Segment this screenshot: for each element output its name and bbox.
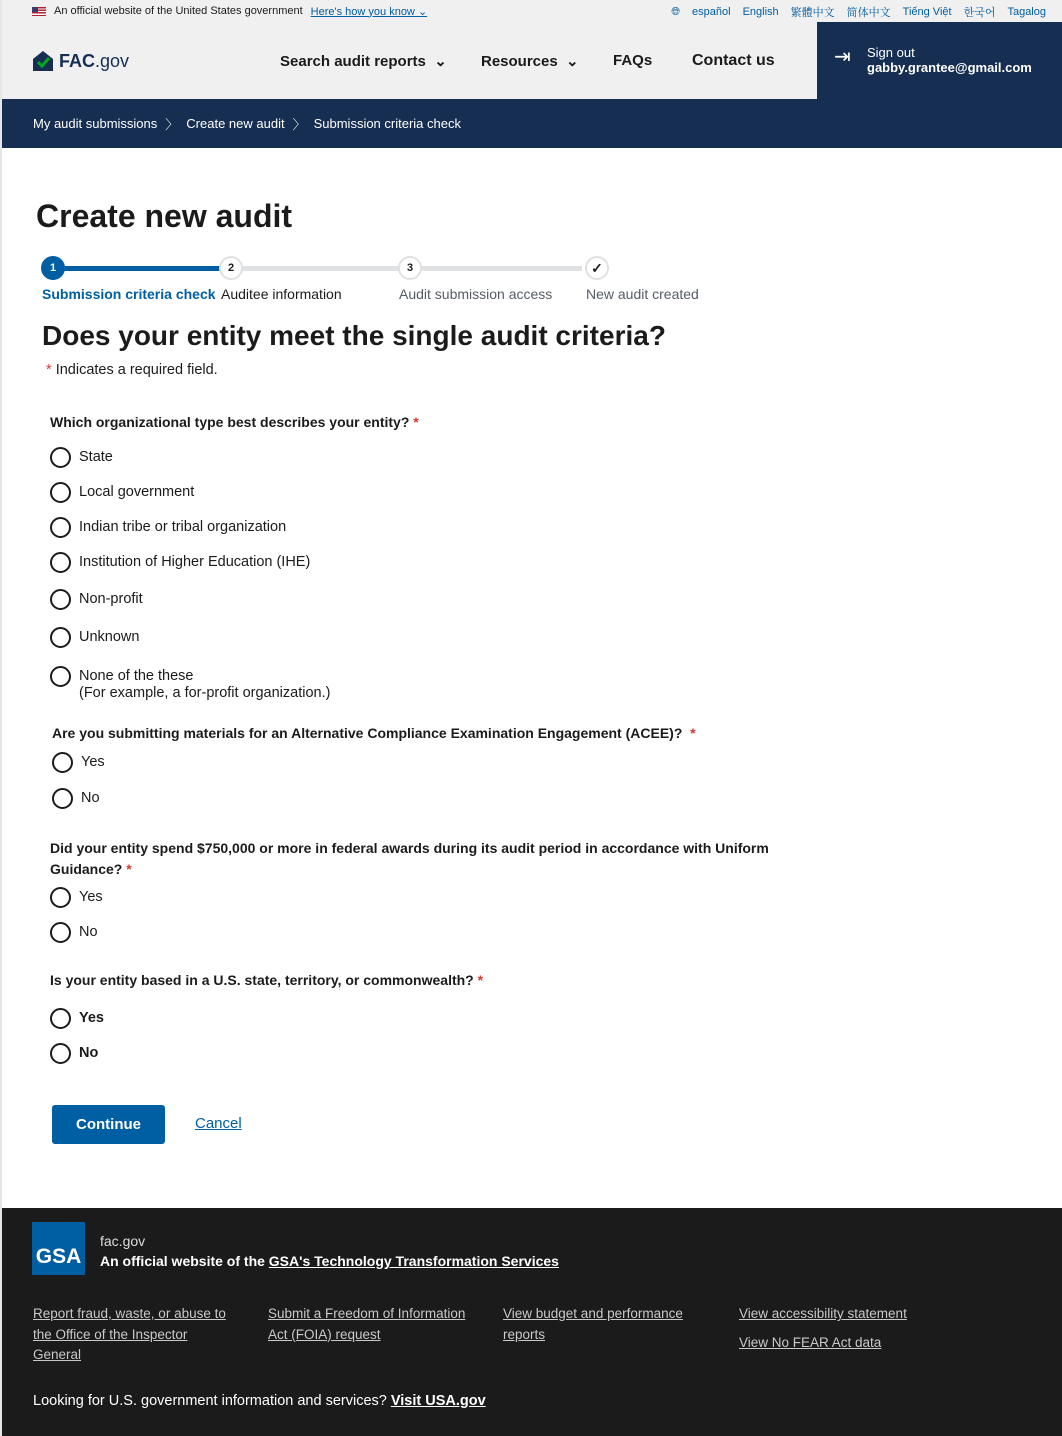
step-progress [242, 266, 402, 271]
usa-gov-link[interactable]: Visit USA.gov [390, 1393, 486, 1409]
lang-link[interactable]: español [692, 6, 731, 18]
footer-link-foia[interactable]: Submit a Freedom of Information Act (FOIA) request [268, 1306, 466, 1342]
question-us-based: Is your entity based in a U.S. state, territory, or commonwealth? * [50, 972, 484, 988]
footer-site: fac.gov [100, 1233, 146, 1249]
fac-logo[interactable]: FAC.gov [32, 50, 129, 72]
radio-local-government[interactable]: Local government [50, 484, 194, 503]
breadcrumb [2, 99, 1062, 148]
question-federal-awards: Did your entity spend $750,000 or more in federal awards during its audit period in accordance with Uniform Guidance? * [50, 840, 769, 877]
banner-text: An official website of the United States government [54, 5, 303, 17]
step-progress [422, 266, 582, 271]
step-3-indicator: 3 [398, 256, 422, 280]
nav-search-audit-reports[interactable]: Search audit reports ⌄ [280, 53, 447, 70]
lang-link[interactable]: English [742, 6, 779, 18]
nav-contact-us[interactable]: Contact us [692, 52, 775, 69]
step-label: Audit submission access [399, 286, 553, 302]
lang-link[interactable]: 繁體中文 [790, 7, 835, 19]
footer-link-oig[interactable]: Report fraud, waste, or abuse to the Office of the Inspector General [33, 1306, 226, 1362]
radio-us-yes[interactable]: Yes [50, 1010, 104, 1029]
user-email: gabby.grantee@gmail.com [867, 60, 1032, 75]
radio-none[interactable]: None of the these (For example, a for-profit organization.) [50, 668, 330, 702]
radio-state[interactable]: State [50, 449, 113, 468]
lang-link[interactable]: Tagalog [1007, 6, 1046, 18]
question-org-type: Which organizational type best describes your entity? * [50, 414, 419, 430]
form-heading: Does your entity meet the single audit criteria? [42, 320, 666, 351]
check-icon: ✓ [585, 256, 609, 280]
footer [2, 1208, 1062, 1436]
breadcrumb-current: Submission criteria check [313, 116, 461, 131]
footer-link-accessibility[interactable]: View accessibility statement [739, 1306, 907, 1321]
nav-resources[interactable]: Resources ⌄ [481, 53, 579, 70]
question-acee: Are you submitting materials for an Alternative Compliance Examination Engagement (ACEE)? * [52, 725, 696, 741]
language-selector [671, 4, 1046, 20]
step-label: Submission criteria check [42, 286, 216, 302]
page-title: Create new audit [36, 198, 293, 234]
cancel-link[interactable]: Cancel [195, 1115, 242, 1132]
radio-acee-yes[interactable]: Yes [52, 754, 105, 773]
nav-faqs[interactable]: FAQs [613, 52, 653, 69]
sign-out-button[interactable] [817, 22, 1062, 99]
lang-link[interactable]: 简体中文 [846, 7, 891, 19]
radio-ihe[interactable]: Institution of Higher Education (IHE) [50, 554, 310, 573]
heres-how-you-know-link[interactable]: Here's how you know ⌄ [310, 5, 428, 18]
lang-link[interactable]: 한국어 [963, 7, 996, 19]
step-1-indicator: 1 [41, 256, 65, 280]
radio-awards-yes[interactable]: Yes [50, 889, 103, 908]
us-flag-icon [32, 7, 46, 16]
continue-button[interactable]: Continue [52, 1105, 165, 1144]
sign-out-label: Sign out [867, 45, 915, 60]
breadcrumb-my-audit-submissions[interactable]: My audit submissions [33, 116, 158, 131]
required-note: * Indicates a required field. [46, 362, 218, 378]
radio-us-no[interactable]: No [50, 1045, 98, 1064]
chevron-icon: 〉 [165, 117, 179, 132]
footer-official: An official website of the GSA's Technology Transformation Services [100, 1253, 559, 1269]
sign-out-icon: ⇥ [834, 46, 851, 68]
step-progress-complete [62, 266, 222, 271]
breadcrumb-create-new-audit[interactable]: Create new audit [186, 116, 285, 131]
radio-tribal[interactable]: Indian tribe or tribal organization [50, 519, 286, 538]
radio-acee-no[interactable]: No [52, 790, 100, 809]
lang-link[interactable]: Tiếng Việt [902, 6, 952, 18]
gsa-logo: GSA [32, 1222, 85, 1275]
chevron-icon: 〉 [292, 117, 306, 132]
globe-icon: 🌐︎ [671, 5, 681, 18]
tts-link[interactable]: GSA's Technology Transformation Services [268, 1253, 559, 1269]
step-2-indicator: 2 [219, 256, 243, 280]
footer-link-no-fear[interactable]: View No FEAR Act data [739, 1335, 882, 1350]
radio-unknown[interactable]: Unknown [50, 629, 139, 648]
footer-link-budget[interactable]: View budget and performance reports [503, 1306, 683, 1342]
step-label: New audit created [586, 286, 699, 302]
footer-usa-gov: Looking for U.S. government information and services? Visit USA.gov [33, 1393, 486, 1409]
fac-logo-icon [32, 50, 54, 72]
step-label: Auditee information [221, 286, 342, 302]
radio-non-profit[interactable]: Non-profit [50, 591, 143, 610]
radio-awards-no[interactable]: No [50, 924, 98, 943]
